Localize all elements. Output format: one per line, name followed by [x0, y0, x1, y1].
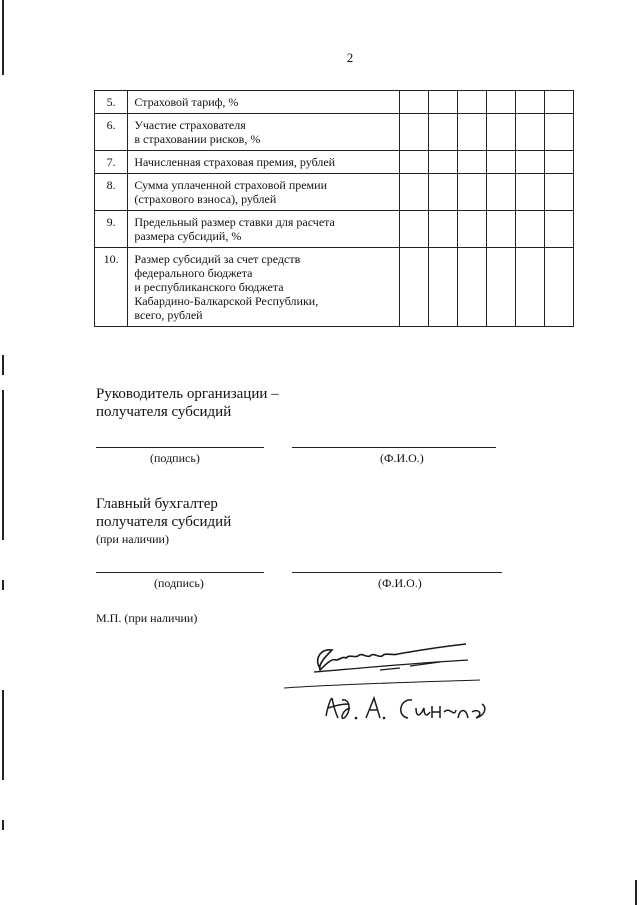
value-cell	[515, 91, 544, 114]
value-cell	[544, 248, 573, 327]
row-number: 7.	[95, 151, 128, 174]
value-cell	[486, 114, 515, 151]
row-number: 6.	[95, 114, 128, 151]
head-title	[96, 385, 279, 421]
row-label-line: Участие страхователя	[134, 118, 246, 132]
value-cell	[515, 211, 544, 248]
table-row	[95, 211, 574, 248]
accountant-title	[96, 495, 231, 531]
head-signature-line	[96, 447, 264, 448]
value-cell	[399, 114, 428, 151]
row-label	[128, 211, 399, 248]
row-label-line: федерального бюджета	[134, 266, 253, 280]
handwritten-signature	[280, 630, 480, 695]
value-cell	[428, 114, 457, 151]
scan-edge-mark	[2, 690, 4, 780]
table-row	[95, 248, 574, 327]
accountant-signature-line	[96, 572, 264, 573]
head-title-line2: получателя субсидий	[96, 404, 232, 420]
row-label-line: Сумма уплаченной страховой премии	[134, 178, 327, 192]
row-label-line: всего, рублей	[134, 308, 203, 322]
accountant-title-line1: Главный бухгалтер	[96, 496, 218, 512]
row-label	[128, 151, 399, 174]
value-cell	[486, 174, 515, 211]
table-row	[95, 151, 574, 174]
row-label-line: Начисленная страховая премия, рублей	[134, 155, 336, 169]
row-label-line: размера субсидий, %	[134, 229, 242, 243]
value-cell	[399, 91, 428, 114]
accountant-sign-label: (подпись)	[154, 576, 204, 590]
row-label	[128, 174, 399, 211]
value-cell	[428, 174, 457, 211]
row-number: 10.	[95, 248, 128, 327]
stamp-note: М.П. (при наличии)	[96, 611, 198, 625]
page-number: 2	[346, 50, 354, 65]
value-cell	[515, 248, 544, 327]
value-cell	[544, 151, 573, 174]
row-label-line: (страхового взноса), рублей	[134, 192, 277, 206]
value-cell	[486, 151, 515, 174]
value-cell	[544, 91, 573, 114]
value-cell	[544, 174, 573, 211]
value-cell	[399, 248, 428, 327]
row-label	[128, 248, 399, 327]
row-label-line: Кабардино-Балкарской Республики,	[134, 294, 319, 308]
value-cell	[544, 211, 573, 248]
row-label	[128, 91, 399, 114]
head-sign-label: (подпись)	[150, 451, 200, 465]
row-label-line: Страховой тариф, %	[134, 95, 239, 109]
value-cell	[457, 174, 486, 211]
value-cell	[399, 211, 428, 248]
value-cell	[486, 91, 515, 114]
table-row	[95, 91, 574, 114]
scan-edge-mark	[2, 820, 4, 830]
value-cell	[428, 91, 457, 114]
accountant-note: (при наличии)	[96, 532, 169, 546]
head-name-label: (Ф.И.О.)	[380, 451, 424, 465]
head-name-line	[292, 447, 496, 448]
scan-edge-mark	[2, 390, 4, 540]
table-row	[95, 114, 574, 151]
row-label-line: и республиканского бюджета	[134, 280, 284, 294]
scan-edge-mark	[635, 880, 637, 905]
row-number: 9.	[95, 211, 128, 248]
row-label-line: Размер субсидий за счет средств	[134, 252, 301, 266]
value-cell	[457, 248, 486, 327]
handwritten-name	[320, 690, 490, 730]
value-cell	[457, 114, 486, 151]
row-number: 8.	[95, 174, 128, 211]
value-cell	[515, 174, 544, 211]
scan-edge-mark	[2, 355, 4, 375]
value-cell	[457, 211, 486, 248]
value-cell	[486, 211, 515, 248]
value-cell	[428, 211, 457, 248]
value-cell	[544, 114, 573, 151]
value-cell	[457, 151, 486, 174]
value-cell	[515, 114, 544, 151]
row-number: 5.	[95, 91, 128, 114]
head-title-line1: Руководитель организации –	[96, 386, 279, 402]
value-cell	[428, 248, 457, 327]
scan-edge-mark	[2, 580, 4, 590]
row-label	[128, 114, 399, 151]
value-cell	[486, 248, 515, 327]
value-cell	[457, 91, 486, 114]
row-label-line: Предельный размер ставки для расчета	[134, 215, 335, 229]
accountant-name-label: (Ф.И.О.)	[378, 576, 422, 590]
table-row	[95, 174, 574, 211]
value-cell	[399, 174, 428, 211]
value-cell	[428, 151, 457, 174]
accountant-title-line2: получателя субсидий	[96, 514, 232, 530]
data-table	[94, 90, 574, 327]
accountant-name-line	[292, 572, 502, 573]
row-label-line: в страховании рисков, %	[134, 132, 261, 146]
value-cell	[515, 151, 544, 174]
value-cell	[399, 151, 428, 174]
